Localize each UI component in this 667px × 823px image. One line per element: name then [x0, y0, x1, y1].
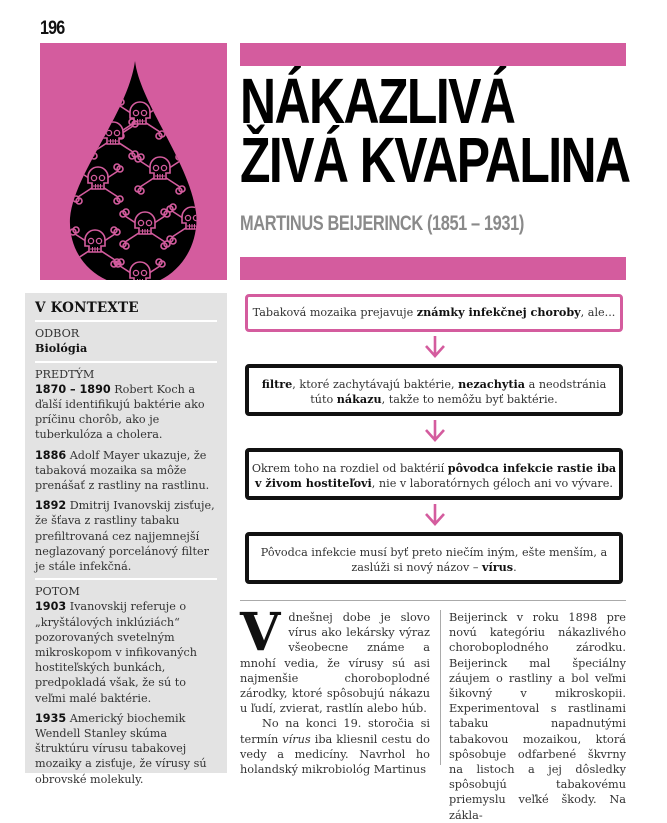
before-section	[35, 367, 217, 581]
drop-cap: V	[240, 602, 281, 663]
arrow-down-icon	[423, 504, 447, 526]
body-column-1	[240, 602, 430, 777]
after-label: POTOM	[35, 585, 80, 599]
timeline-entry	[35, 498, 217, 574]
entry-year: 1935	[35, 711, 67, 725]
accent-bar-top	[240, 43, 626, 66]
field-value: Biológia	[35, 341, 217, 362]
flow-text: Okrem toho na rozdiel od baktérií	[251, 462, 448, 475]
flow-text: , ale...	[580, 306, 616, 319]
flow-text: , takže to nemôžu byť baktérie.	[381, 393, 558, 406]
flow-box-2	[245, 364, 623, 416]
section-divider	[240, 600, 626, 601]
drop-with-skulls-icon	[40, 43, 227, 280]
body-paragraph-3: Beijerinck v roku 1898 pre novú kategóriu nákazlivého choroboplodného zárodku. Beijerinck mal špeciálny záujem o rastliny a bol veľmi šikovný v mikroskopii. Experimentoval s rastlinami tabaku napadnutými tabakovou mozaikou, ktorá spôsobuje odfarbené škvrny na listoch a jej dôsledky spôsobujú tabakovému priemyslu veľké škody. Na zákla-	[449, 611, 626, 822]
entry-year: 1870 – 1890	[35, 382, 111, 396]
entry-text: Adolf Mayer ukazuje, že tabaková mozaika sa môže prenášať z rastliny na rastlinu.	[35, 448, 210, 493]
flow-emphasis: vírus	[482, 560, 514, 574]
page-number: 196	[40, 18, 65, 39]
flow-text: Pôvodca infekcie musí byť preto niečím iným, ešte menším, a zaslúži si nový názov –	[260, 546, 608, 574]
body-text: iba kliesnil cestu do vedy a medicíny. Navrhol ho holandský mikrobiológ Martinus	[240, 732, 430, 777]
entry-text: Dmitrij Ivanovskij zisťuje, že šťava z rastliny tabaku prefiltrovaná cez najjemnejší neglazovaný porcelánový filter je stále infekčná.	[35, 499, 215, 574]
accent-bar-bottom	[240, 257, 626, 280]
entry-text: Ivanovskij referuje o „kryštálových inklúziách“ pozorovaných svetelným mikroskopom v infikovaných hostiteľských bunkách, predpokladá však, že sú to veľmi malé baktérie.	[35, 600, 197, 705]
body-paragraph-2	[240, 716, 430, 777]
page-subtitle: MARTINUS BEIJERINCK (1851 – 1931)	[240, 212, 524, 235]
flow-box-3	[245, 448, 623, 500]
after-section	[35, 584, 217, 787]
context-heading: V KONTEXTE	[35, 293, 217, 322]
flow-box-4	[245, 532, 623, 584]
flow-emphasis: pôvodca infekcie rastie iba v živom hostiteľovi	[255, 461, 617, 490]
field-label: ODBOR	[35, 327, 80, 341]
arrow-down-icon	[423, 336, 447, 358]
timeline-entry	[35, 711, 217, 787]
flow-text: Tabaková mozaika prejavuje	[252, 306, 417, 319]
body-emphasis: vírus	[282, 732, 311, 746]
flow-text: a neodstránia túto	[310, 378, 607, 406]
timeline-entry	[35, 599, 217, 705]
body-text: No na konci 19. storočia si termín	[240, 717, 430, 746]
flow-text: .	[513, 561, 517, 574]
flow-emphasis: známky infekčnej choroby	[416, 305, 581, 319]
before-label: PREDTÝM	[35, 367, 95, 381]
flow-emphasis: filtre	[261, 377, 293, 391]
page-title	[240, 65, 630, 196]
entry-year: 1886	[35, 448, 67, 462]
flow-box-1	[245, 294, 623, 332]
context-sidebar	[25, 293, 227, 786]
entry-year: 1892	[35, 499, 67, 513]
body-paragraph-1: dnešnej dobe je slovo vírus ako lekársky výraz všeobecne známe a mnohí vedia, že vírusy sú asi najmenšie choroboplodné zárodky, ktoré spôsobujú nákazu u ľudí, zvierat, rastlín alebo húb.	[240, 611, 430, 716]
arrow-down-icon	[423, 420, 447, 442]
hero-illustration	[40, 43, 227, 280]
entry-text: Robert Koch a ďalší identifikujú baktérie ako príčinu chorôb, ako je tuberkulóza a cholera.	[35, 382, 205, 442]
flow-text: , nie v laboratórnych géloch ani vo vývare.	[371, 477, 613, 490]
flow-text: , ktoré zachytávajú baktérie,	[292, 378, 459, 391]
flow-emphasis: nákazu	[336, 392, 382, 406]
title-line-1: NÁKAZLIVÁ	[240, 65, 515, 137]
timeline-entry	[35, 448, 217, 494]
entry-year: 1903	[35, 600, 67, 614]
title-line-2: ŽIVÁ KVAPALINA	[240, 124, 630, 196]
flow-emphasis: nezachytia	[458, 377, 526, 391]
entry-text: Americký biochemik Wendell Stanley skúma štruktúru vírusu tabakovej mozaiky a zisťuje, že vírusy sú obrovské molekuly.	[35, 711, 207, 786]
timeline-entry	[35, 382, 217, 443]
body-column-2	[440, 610, 626, 822]
